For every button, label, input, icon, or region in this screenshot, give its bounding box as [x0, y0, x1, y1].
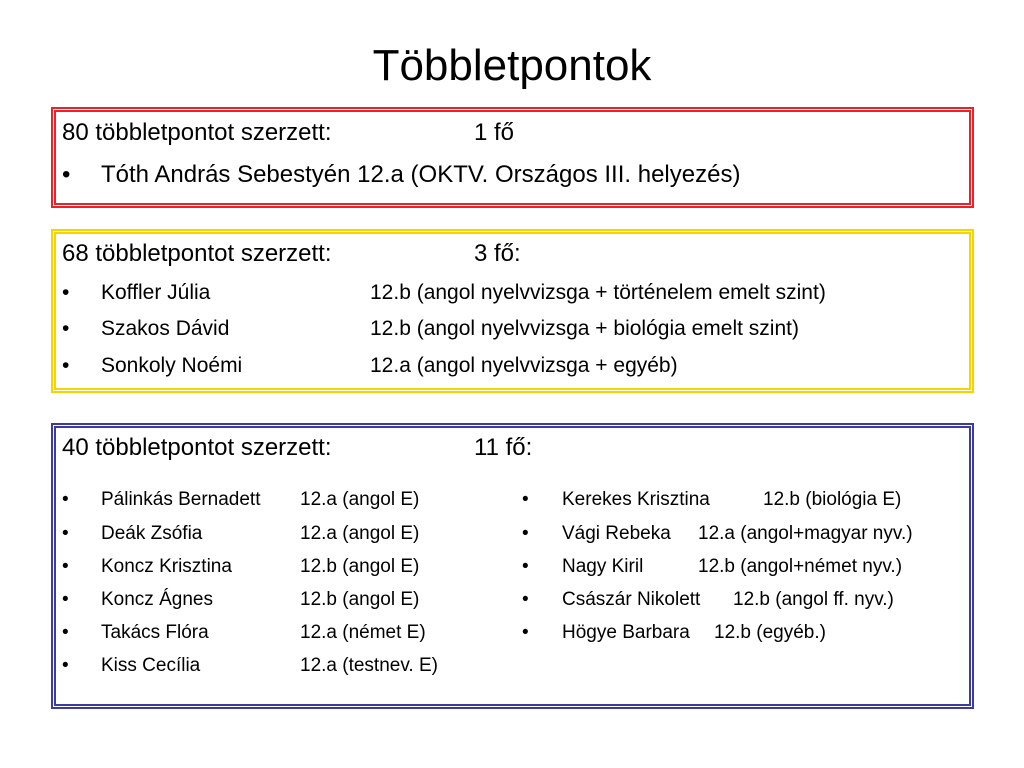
section-68-detail: 12.b (angol nyelvvizsga + biológia emelt szint) — [370, 317, 799, 340]
section-40-right-name: Högye Barbara — [562, 622, 690, 643]
section-80-bullet: • — [62, 161, 71, 188]
section-40-bullet: • — [62, 556, 69, 577]
section-68-bullet: • — [62, 317, 70, 340]
section-80-label: 80 többletpontot szerzett: — [62, 119, 332, 146]
section-40-left-detail: 12.a (angol E) — [300, 489, 420, 510]
section-40-label: 40 többletpontot szerzett: — [62, 434, 332, 461]
section-40-right-detail: 12.b (biológia E) — [763, 489, 902, 510]
section-40-bullet: • — [62, 655, 69, 676]
section-40-bullet: • — [62, 622, 69, 643]
section-40-left-name: Takács Flóra — [101, 622, 209, 643]
section-40-bullet: • — [522, 489, 529, 510]
section-40-left-detail: 12.b (angol E) — [300, 589, 420, 610]
section-40-left-name: Koncz Krisztina — [101, 556, 232, 577]
section-40-left-name: Kiss Cecília — [101, 655, 201, 676]
section-40-right-detail: 12.b (angol ff. nyv.) — [733, 589, 894, 610]
section-40-bullet: • — [522, 589, 529, 610]
section-80-count: 1 fő — [474, 119, 515, 146]
section-40-left-detail: 12.b (angol E) — [300, 556, 420, 577]
section-40-bullet: • — [62, 589, 69, 610]
section-40-left-detail: 12.a (német E) — [300, 622, 426, 643]
section-68-name: Szakos Dávid — [101, 317, 230, 340]
section-40-bullet: • — [522, 556, 529, 577]
section-68-name: Koffler Júlia — [101, 281, 211, 304]
section-68-bullet: • — [62, 354, 70, 377]
section-40-left-name: Koncz Ágnes — [101, 589, 213, 610]
section-40-right-name: Császár Nikolett — [562, 589, 701, 610]
section-40-bullet: • — [522, 523, 529, 544]
section-40-left-detail: 12.a (angol E) — [300, 523, 420, 544]
section-40-right-detail: 12.b (angol+német nyv.) — [698, 556, 903, 577]
section-68-bullet: • — [62, 281, 70, 304]
section-68-name: Sonkoly Noémi — [101, 354, 243, 377]
section-40-bullet: • — [62, 489, 69, 510]
section-80-item: Tóth András Sebestyén 12.a (OKTV. Országos III. helyezés) — [101, 161, 741, 188]
section-68-label: 68 többletpontot szerzett: — [62, 240, 332, 267]
section-40-left-detail: 12.a (testnev. E) — [300, 655, 438, 676]
section-68-detail: 12.a (angol nyelvvizsga + egyéb) — [370, 354, 678, 377]
section-40-bullet: • — [62, 523, 69, 544]
section-40-left-name: Pálinkás Bernadett — [101, 489, 261, 510]
section-40-bullet: • — [522, 622, 529, 643]
section-68-count: 3 fő: — [474, 240, 521, 267]
section-40-count: 11 fő: — [474, 434, 533, 461]
section-40-right-name: Kerekes Krisztina — [562, 489, 710, 510]
section-40-right-detail: 12.a (angol+magyar nyv.) — [698, 523, 913, 544]
section-40-right-name: Vági Rebeka — [562, 523, 671, 544]
slide-title: Többletpontok — [372, 41, 652, 90]
section-40-left-name: Deák Zsófia — [101, 523, 203, 544]
section-40-right-name: Nagy Kiril — [562, 556, 644, 577]
section-68-detail: 12.b (angol nyelvvizsga + történelem emelt szint) — [370, 281, 826, 304]
section-40-right-detail: 12.b (egyéb.) — [714, 622, 826, 643]
